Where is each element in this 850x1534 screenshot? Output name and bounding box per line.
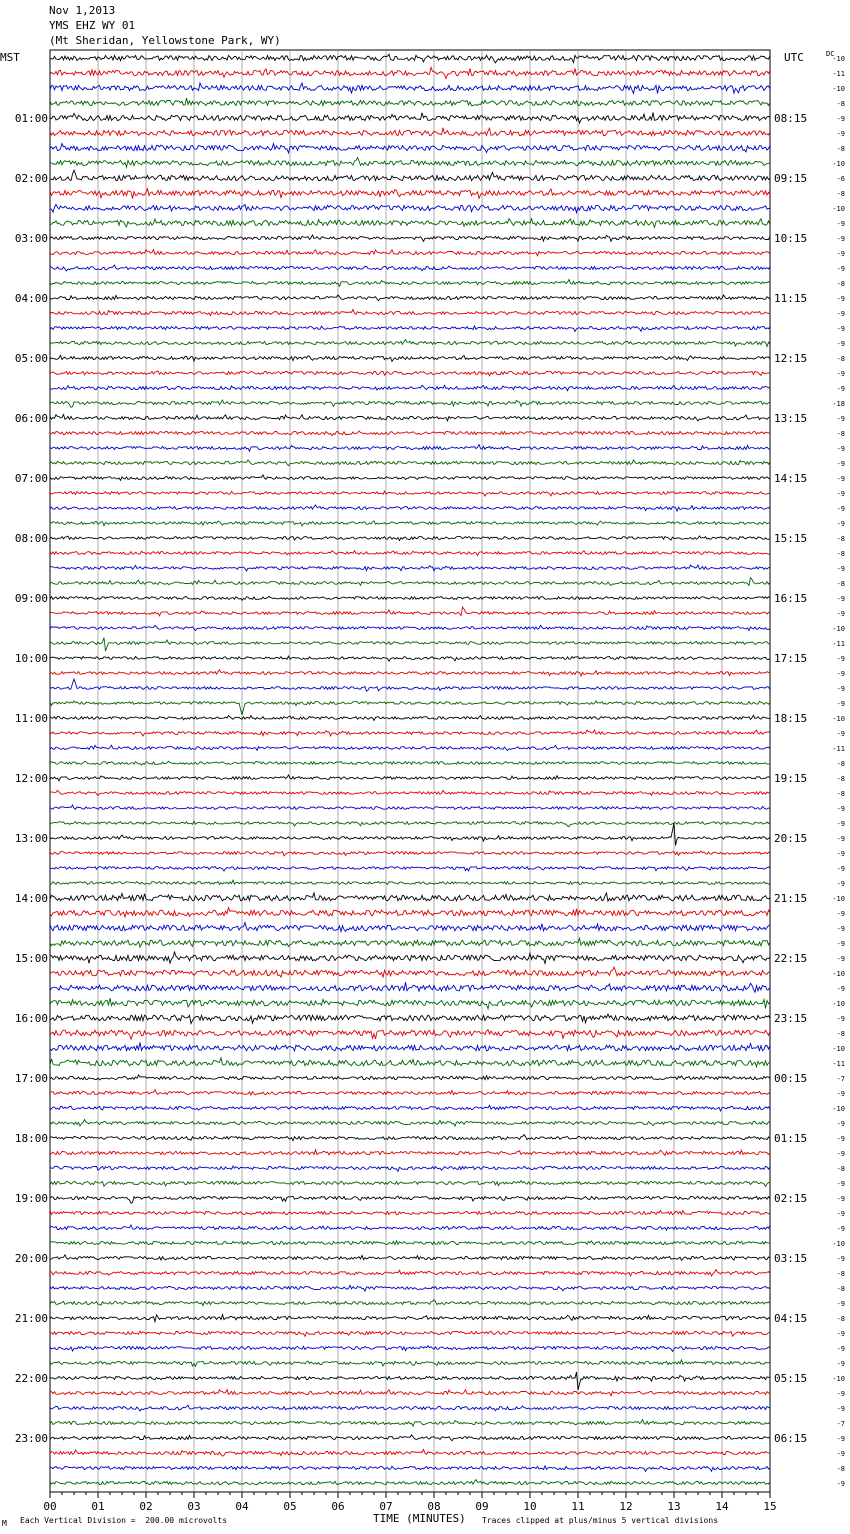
- trace-dc-offset: -9: [836, 490, 845, 498]
- trace-dc-offset: -8: [836, 550, 845, 558]
- seismic-trace: [50, 679, 770, 691]
- seismic-trace: [50, 1420, 770, 1427]
- trace-dc-offset: -10: [832, 895, 845, 903]
- seismic-trace: [50, 54, 770, 63]
- left-hour-label: 12:00: [14, 772, 48, 785]
- trace-dc-offset: -10: [832, 1000, 845, 1008]
- trace-dc-offset: -8: [836, 1315, 845, 1323]
- trace-dc-offset: -9: [836, 1135, 845, 1143]
- seismic-trace: [50, 982, 770, 992]
- trace-dc-offset: -9: [836, 565, 845, 573]
- right-hour-label: 09:15: [774, 172, 808, 185]
- x-tick-label: 13: [667, 1500, 681, 1513]
- seismic-trace: [50, 1058, 770, 1067]
- trace-dc-offset: -9: [836, 1015, 845, 1023]
- right-hour-label: 00:15: [774, 1072, 808, 1085]
- seismic-trace: [50, 250, 770, 256]
- trace-dc-offset: -9: [836, 325, 845, 333]
- right-hour-label: 23:15: [774, 1012, 808, 1025]
- dc-offset-header: DC: [826, 50, 835, 58]
- right-hour-label: 10:15: [774, 232, 808, 245]
- left-hour-label: 11:00: [14, 712, 48, 725]
- trace-dc-offset: -10: [832, 1105, 845, 1113]
- seismic-trace: [50, 775, 770, 781]
- trace-dc-offset: -9: [836, 1390, 845, 1398]
- trace-dc-offset: -9: [836, 520, 845, 528]
- seismic-trace: [50, 460, 770, 466]
- seismic-trace: [50, 431, 770, 436]
- trace-dc-offset: -9: [836, 670, 845, 678]
- seismic-trace: [50, 1285, 770, 1291]
- trace-dc-offset: -9: [836, 265, 845, 273]
- trace-dc-offset: -9: [836, 595, 845, 603]
- seismic-trace: [50, 1014, 770, 1024]
- trace-dc-offset: -11: [832, 1060, 845, 1068]
- seismic-trace: [50, 158, 770, 168]
- right-hour-label: 16:15: [774, 592, 808, 605]
- seismic-trace: [50, 923, 770, 932]
- left-hour-label: 08:00: [14, 532, 48, 545]
- left-hour-label: 10:00: [14, 652, 48, 665]
- trace-dc-offset: -9: [836, 370, 845, 378]
- seismic-trace: [50, 1331, 770, 1336]
- seismic-trace: [50, 1181, 770, 1187]
- seismic-trace: [50, 505, 770, 511]
- right-hour-label: 03:15: [774, 1252, 808, 1265]
- seismic-trace: [50, 1090, 770, 1095]
- seismic-trace: [50, 340, 770, 347]
- station-code: YMS EHZ WY 01: [49, 19, 136, 32]
- seismic-trace: [50, 295, 770, 301]
- trace-dc-offset: -9: [836, 700, 845, 708]
- seismic-trace: [50, 880, 770, 884]
- right-hour-label: 19:15: [774, 772, 808, 785]
- seismic-trace: [50, 908, 770, 917]
- trace-dc-offset: -8: [836, 580, 845, 588]
- seismic-trace: [50, 1150, 770, 1156]
- x-axis-title: TIME (MINUTES): [373, 1512, 466, 1525]
- trace-dc-offset: -9: [836, 1405, 845, 1413]
- trace-dc-offset: -9: [836, 865, 845, 873]
- left-hour-label: 02:00: [14, 172, 48, 185]
- seismic-trace: [50, 219, 770, 228]
- trace-dc-offset: -10: [832, 1240, 845, 1248]
- x-tick-label: 05: [283, 1500, 297, 1513]
- seismic-trace: [50, 607, 770, 616]
- left-hour-label: 21:00: [14, 1312, 48, 1325]
- right-hour-label: 13:15: [774, 412, 808, 425]
- right-hour-label: 08:15: [774, 112, 808, 125]
- seismic-trace: [50, 536, 770, 541]
- right-hour-label: 02:15: [774, 1192, 808, 1205]
- left-hour-label: 22:00: [14, 1372, 48, 1385]
- trace-dc-offset: -9: [836, 235, 845, 243]
- seismic-trace: [50, 1270, 770, 1277]
- trace-dc-offset: -9: [836, 1435, 845, 1443]
- trace-dc-offset: -9: [836, 1360, 845, 1368]
- left-hour-label: 23:00: [14, 1432, 48, 1445]
- trace-dc-offset: -8: [836, 1165, 845, 1173]
- trace-dc-offset: -18: [832, 400, 845, 408]
- seismic-trace: [50, 1105, 770, 1111]
- seismic-trace: [50, 1390, 770, 1396]
- seismic-trace: [50, 730, 770, 736]
- trace-dc-offset: -9: [836, 475, 845, 483]
- right-hour-label: 21:15: [774, 892, 808, 905]
- seismic-trace: [50, 1166, 770, 1171]
- trace-dc-offset: -8: [836, 430, 845, 438]
- seismic-trace: [50, 952, 770, 963]
- trace-dc-offset: -10: [832, 1375, 845, 1383]
- seismic-trace: [50, 189, 770, 199]
- trace-dc-offset: -8: [836, 145, 845, 153]
- trace-dc-offset: -10: [832, 715, 845, 723]
- seismic-trace: [50, 205, 770, 213]
- trace-dc-offset: -9: [836, 805, 845, 813]
- trace-dc-offset: -9: [836, 850, 845, 858]
- scale-note: Each Vertical Division = 200.00 microvolts: [20, 1516, 228, 1525]
- left-hour-label: 09:00: [14, 592, 48, 605]
- right-hour-label: 11:15: [774, 292, 808, 305]
- seismic-trace: [50, 565, 770, 571]
- seismic-trace: [50, 1405, 770, 1411]
- trace-dc-offset: -9: [836, 1450, 845, 1458]
- right-hour-label: 20:15: [774, 832, 808, 845]
- seismic-trace: [50, 745, 770, 750]
- seismic-trace: [50, 1360, 770, 1367]
- trace-dc-offset: -9: [836, 655, 845, 663]
- seismic-trace: [50, 1210, 770, 1215]
- seismic-trace: [50, 113, 770, 124]
- trace-dc-offset: -8: [836, 1270, 845, 1278]
- seismic-trace: [50, 1255, 770, 1261]
- seismic-trace: [50, 326, 770, 332]
- seismic-trace: [50, 578, 770, 586]
- seismic-trace: [50, 1372, 770, 1390]
- seismic-trace: [50, 521, 770, 526]
- right-hour-label: 12:15: [774, 352, 808, 365]
- trace-dc-offset: -9: [836, 730, 845, 738]
- seismic-trace: [50, 851, 770, 856]
- right-hour-label: 01:15: [774, 1132, 808, 1145]
- corner-mark: M: [2, 1519, 7, 1528]
- trace-dc-offset: -9: [836, 1195, 845, 1203]
- trace-dc-offset: -8: [836, 535, 845, 543]
- x-tick-label: 09: [475, 1500, 489, 1513]
- trace-dc-offset: -9: [836, 910, 845, 918]
- x-tick-label: 14: [715, 1500, 729, 1513]
- x-tick-label: 04: [235, 1500, 249, 1513]
- seismic-trace: [50, 1196, 770, 1203]
- trace-dc-offset: -9: [836, 1300, 845, 1308]
- trace-dc-offset: -9: [836, 1180, 845, 1188]
- seismic-trace: [50, 805, 770, 809]
- x-tick-label: 01: [91, 1500, 105, 1513]
- trace-dc-offset: -9: [836, 1090, 845, 1098]
- x-tick-label: 10: [523, 1500, 537, 1513]
- seismic-trace: [50, 1120, 770, 1127]
- seismic-trace: [50, 491, 770, 496]
- seismic-trace: [50, 144, 770, 154]
- seismic-trace: [50, 280, 770, 287]
- seismic-trace: [50, 1300, 770, 1306]
- trace-dc-offset: -10: [832, 55, 845, 63]
- trace-dc-offset: -9: [836, 340, 845, 348]
- left-hour-label: 03:00: [14, 232, 48, 245]
- right-hour-label: 04:15: [774, 1312, 808, 1325]
- trace-dc-offset: -10: [832, 1045, 845, 1053]
- trace-dc-offset: -8: [836, 760, 845, 768]
- seismic-trace: [50, 998, 770, 1009]
- right-hour-label: 05:15: [774, 1372, 808, 1385]
- trace-dc-offset: -8: [836, 790, 845, 798]
- trace-dc-offset: -9: [836, 610, 845, 618]
- trace-dc-offset: -9: [836, 685, 845, 693]
- x-tick-label: 03: [187, 1500, 201, 1513]
- trace-dc-offset: -10: [832, 205, 845, 213]
- right-hour-label: 18:15: [774, 712, 808, 725]
- trace-dc-offset: -9: [836, 130, 845, 138]
- left-hour-label: 19:00: [14, 1192, 48, 1205]
- x-tick-label: 12: [619, 1500, 633, 1513]
- seismic-trace: [50, 1241, 770, 1245]
- x-tick-label: 08: [427, 1500, 441, 1513]
- seismic-trace: [50, 385, 770, 390]
- seismic-trace: [50, 551, 770, 556]
- seismic-trace: [50, 715, 770, 720]
- x-tick-label: 15: [763, 1500, 777, 1513]
- trace-dc-offset: -9: [836, 250, 845, 258]
- trace-dc-offset: -11: [832, 745, 845, 753]
- trace-dc-offset: -8: [836, 1285, 845, 1293]
- trace-dc-offset: -9: [836, 880, 845, 888]
- trace-dc-offset: -6: [836, 175, 845, 183]
- seismic-trace: [50, 128, 770, 136]
- seismic-trace: [50, 625, 770, 630]
- trace-dc-offset: -9: [836, 1330, 845, 1338]
- station-location: (Mt Sheridan, Yellowstone Park, WY): [49, 34, 281, 47]
- right-hour-label: 15:15: [774, 532, 808, 545]
- seismic-trace: [50, 355, 770, 361]
- left-hour-label: 04:00: [14, 292, 48, 305]
- seismic-trace: [50, 400, 770, 407]
- seismic-trace: [50, 1135, 770, 1141]
- seismic-trace: [50, 371, 770, 376]
- x-tick-label: 00: [43, 1500, 57, 1513]
- x-tick-label: 02: [139, 1500, 153, 1513]
- right-timezone-label: UTC: [784, 51, 804, 64]
- trace-dc-offset: -9: [836, 1480, 845, 1488]
- trace-dc-offset: -9: [836, 1150, 845, 1158]
- seismic-trace: [50, 1315, 770, 1322]
- seismic-trace: [50, 1480, 770, 1485]
- seismic-trace: [50, 98, 770, 106]
- trace-dc-offset: -8: [836, 280, 845, 288]
- left-hour-label: 20:00: [14, 1252, 48, 1265]
- left-hour-label: 18:00: [14, 1132, 48, 1145]
- trace-dc-offset: -9: [836, 955, 845, 963]
- left-hour-label: 01:00: [14, 112, 48, 125]
- seismic-trace: [50, 638, 770, 652]
- seismic-trace: [50, 1466, 770, 1472]
- x-tick-label: 07: [379, 1500, 393, 1513]
- seismic-trace: [50, 670, 770, 676]
- seismic-trace: [50, 445, 770, 452]
- seismic-trace: [50, 1346, 770, 1352]
- left-hour-label: 07:00: [14, 472, 48, 485]
- trace-dc-offset: -9: [836, 115, 845, 123]
- trace-dc-offset: -9: [836, 385, 845, 393]
- seismic-trace: [50, 83, 770, 94]
- trace-dc-offset: -9: [836, 1225, 845, 1233]
- x-tick-label: 06: [331, 1500, 345, 1513]
- seismic-trace: [50, 265, 770, 271]
- seismic-trace: [50, 656, 770, 661]
- trace-dc-offset: -9: [836, 1210, 845, 1218]
- trace-dc-offset: -8: [836, 1030, 845, 1038]
- trace-dc-offset: -9: [836, 925, 845, 933]
- seismic-trace: [50, 893, 770, 901]
- trace-dc-offset: -11: [832, 640, 845, 648]
- seismic-trace: [50, 761, 770, 765]
- right-hour-label: 17:15: [774, 652, 808, 665]
- left-timezone-label: MST: [0, 51, 20, 64]
- seismic-trace: [50, 475, 770, 480]
- left-hour-label: 05:00: [14, 352, 48, 365]
- seismic-trace: [50, 967, 770, 977]
- trace-dc-offset: -8: [836, 775, 845, 783]
- trace-dc-offset: -9: [836, 295, 845, 303]
- trace-dc-offset: -9: [836, 985, 845, 993]
- trace-dc-offset: -11: [832, 70, 845, 78]
- seismic-trace: [50, 1450, 770, 1457]
- seismic-trace: [50, 170, 770, 181]
- trace-dc-offset: -8: [836, 190, 845, 198]
- seismic-trace: [50, 866, 770, 871]
- clip-note: Traces clipped at plus/minus 5 vertical divisions: [482, 1516, 719, 1525]
- plot-frame: [50, 50, 770, 1492]
- trace-dc-offset: -9: [836, 220, 845, 228]
- seismic-trace: [50, 823, 770, 846]
- left-hour-label: 13:00: [14, 832, 48, 845]
- trace-dc-offset: -9: [836, 835, 845, 843]
- trace-dc-offset: -9: [836, 1120, 845, 1128]
- trace-dc-offset: -7: [836, 1075, 845, 1083]
- trace-dc-offset: -8: [836, 355, 845, 363]
- seismic-trace: [50, 701, 770, 715]
- seismic-trace: [50, 415, 770, 421]
- left-hour-label: 14:00: [14, 892, 48, 905]
- seismic-trace: [50, 821, 770, 827]
- seismic-trace: [50, 790, 770, 795]
- right-hour-label: 06:15: [774, 1432, 808, 1445]
- left-hour-label: 17:00: [14, 1072, 48, 1085]
- seismic-trace: [50, 67, 770, 78]
- trace-dc-offset: -8: [836, 100, 845, 108]
- trace-dc-offset: -9: [836, 1255, 845, 1263]
- seismic-trace: [50, 1030, 770, 1039]
- trace-dc-offset: -9: [836, 460, 845, 468]
- left-hour-label: 06:00: [14, 412, 48, 425]
- trace-dc-offset: -9: [836, 940, 845, 948]
- trace-dc-offset: -10: [832, 970, 845, 978]
- trace-dc-offset: -10: [832, 160, 845, 168]
- trace-dc-offset: -9: [836, 445, 845, 453]
- trace-dc-offset: -9: [836, 505, 845, 513]
- seismic-trace: [50, 596, 770, 600]
- trace-dc-offset: -8: [836, 1465, 845, 1473]
- seismic-trace: [50, 1075, 770, 1080]
- seismic-trace: [50, 310, 770, 316]
- trace-dc-offset: -9: [836, 415, 845, 423]
- trace-dc-offset: -9: [836, 310, 845, 318]
- seismic-trace: [50, 1225, 770, 1230]
- right-hour-label: 14:15: [774, 472, 808, 485]
- chart-date: Nov 1,2013: [49, 4, 116, 17]
- right-hour-label: 22:15: [774, 952, 808, 965]
- trace-dc-offset: -10: [832, 625, 845, 633]
- left-hour-label: 15:00: [14, 952, 48, 965]
- trace-dc-offset: -10: [832, 85, 845, 93]
- trace-dc-offset: -7: [836, 1420, 845, 1428]
- trace-dc-offset: -9: [836, 820, 845, 828]
- x-tick-label: 11: [571, 1500, 585, 1513]
- left-hour-label: 16:00: [14, 1012, 48, 1025]
- seismic-trace: [50, 1042, 770, 1050]
- seismic-trace: [50, 235, 770, 241]
- trace-dc-offset: -9: [836, 1345, 845, 1353]
- seismic-trace: [50, 1435, 770, 1441]
- seismic-trace: [50, 938, 770, 947]
